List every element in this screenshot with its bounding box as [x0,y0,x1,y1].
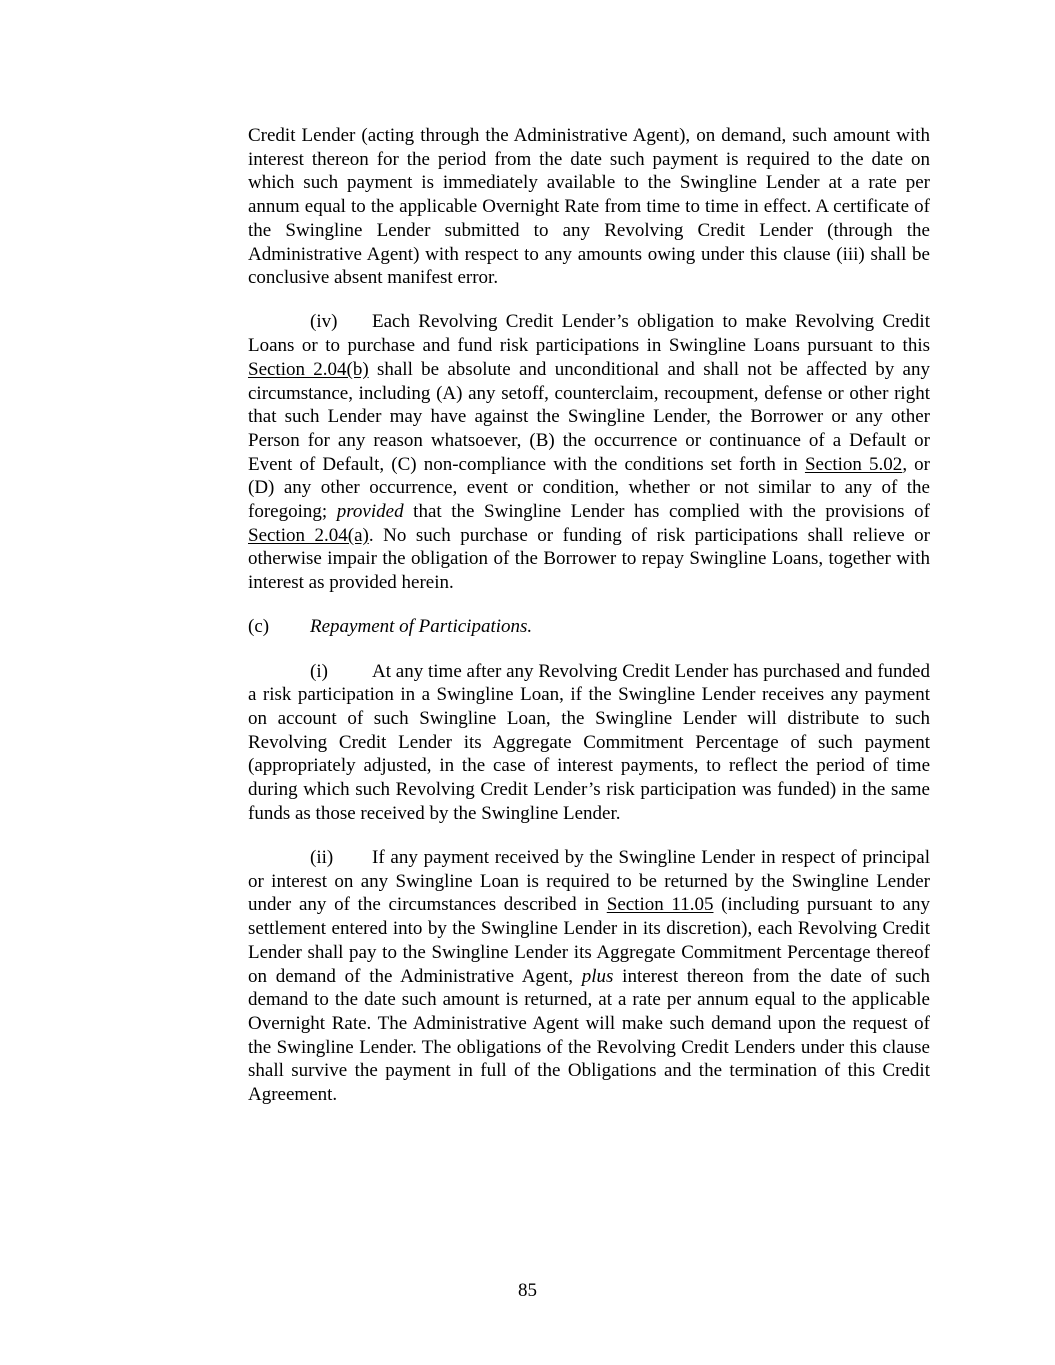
paragraph-text: Credit Lender (acting through the Administrative Agent), on demand, such amount with interest thereon for the period from the date such payment is required to the date on which such payment is immediately available to the Swingline Lender at a rate per annum equal to the applicable Overnight Rate from time to time in effect. A certificate of the Swingline Lender submitted to any Revolving Credit Lender (through the Administrative Agent) with respect to any amounts owing under this clause (iii) shall be conclusive absent manifest error. [248,125,930,289]
subsection-number: (c) [248,616,270,638]
paragraph-text: interest thereon from the date of such demand to the date such amount is returned, at a rate per annum equal to the applicable Overnight Rate. The Administrative Agent will make such demand upon the request of the Swingline Lender. The obligations of the Revolving Credit Lenders under this clause shall survive the payment in full of the Obligations and the termination of this Credit Agreement. [248,965,930,1106]
clause-number: (ii) [310,846,334,868]
subsection-title: Repayment of Participations. [310,616,533,638]
italic-term: plus [581,965,614,987]
italic-term: provided [336,501,404,523]
clause-number: (iv) [310,311,338,333]
paragraph-text: If any payment received by the Swingline Lender in respect of principal or interest on any Swingline Loan is required to be returned by the Swingline Lender under any of the circumstances described in [248,846,930,916]
paragraph-i [248,660,930,826]
section-reference: Section 5.02 [804,453,903,475]
paragraph-continuation [248,124,930,290]
section-reference: Section 2.04(b) [248,358,369,380]
page-number: 85 [518,1280,537,1301]
paragraph-iv [248,310,930,594]
paragraph-ii [248,846,930,1107]
paragraph-text: that the Swingline Lender has complied with the provisions of [403,501,930,523]
paragraph-text: (including pursuant to any settlement entered into by the Swingline Lender in its discretion), each Revolving Credit Lender shall pay to the Swingline Lender its Aggregate Commitment Percentage thereof on demand of the Administrative Agent, [248,894,930,987]
paragraph-text: Each Revolving Credit Lender’s obligation to make Revolving Credit Loans or to purchase and fund risk participations in Swingline Loans pursuant to this [248,311,930,357]
paragraph-text: . No such purchase or funding of risk participations shall relieve or otherwise impair the obligation of the Borrower to repay Swingline Loans, together with interest as provided herein. [248,524,931,594]
section-reference: Section 11.05 [606,894,714,916]
paragraph-text: , or (D) any other occurrence, event or condition, whether or not similar to any of the foregoing; [248,453,931,523]
paragraph-text: shall be absolute and unconditional and shall not be affected by any circumstance, including (A) any setoff, counterclaim, recoupment, defense or other right that such Lender may have against the Swingline Lender, the Borrower or any other Person for any reason whatsoever, (B) the occurrence or continuance of a Default or Event of Default, (C) non-compliance with the conditions set forth in [248,358,930,475]
document-body [248,124,930,1127]
subsection-heading-c [248,615,930,639]
paragraph-text: At any time after any Revolving Credit Lender has purchased and funded a risk participation in a Swingline Loan, if the Swingline Lender receives any payment on account of such Swingline Loan, the Swingline Lender will distribute to such Revolving Credit Lender its Aggregate Commitment Percentage of such payment (appropriately adjusted, in the case of interest payments, to reflect the period of time during which such Revolving Credit Lender’s risk participation was funded) in the same funds as those received by the Swingline Lender. [248,660,930,824]
section-reference: Section 2.04(a) [248,524,369,546]
clause-number: (i) [310,660,328,682]
